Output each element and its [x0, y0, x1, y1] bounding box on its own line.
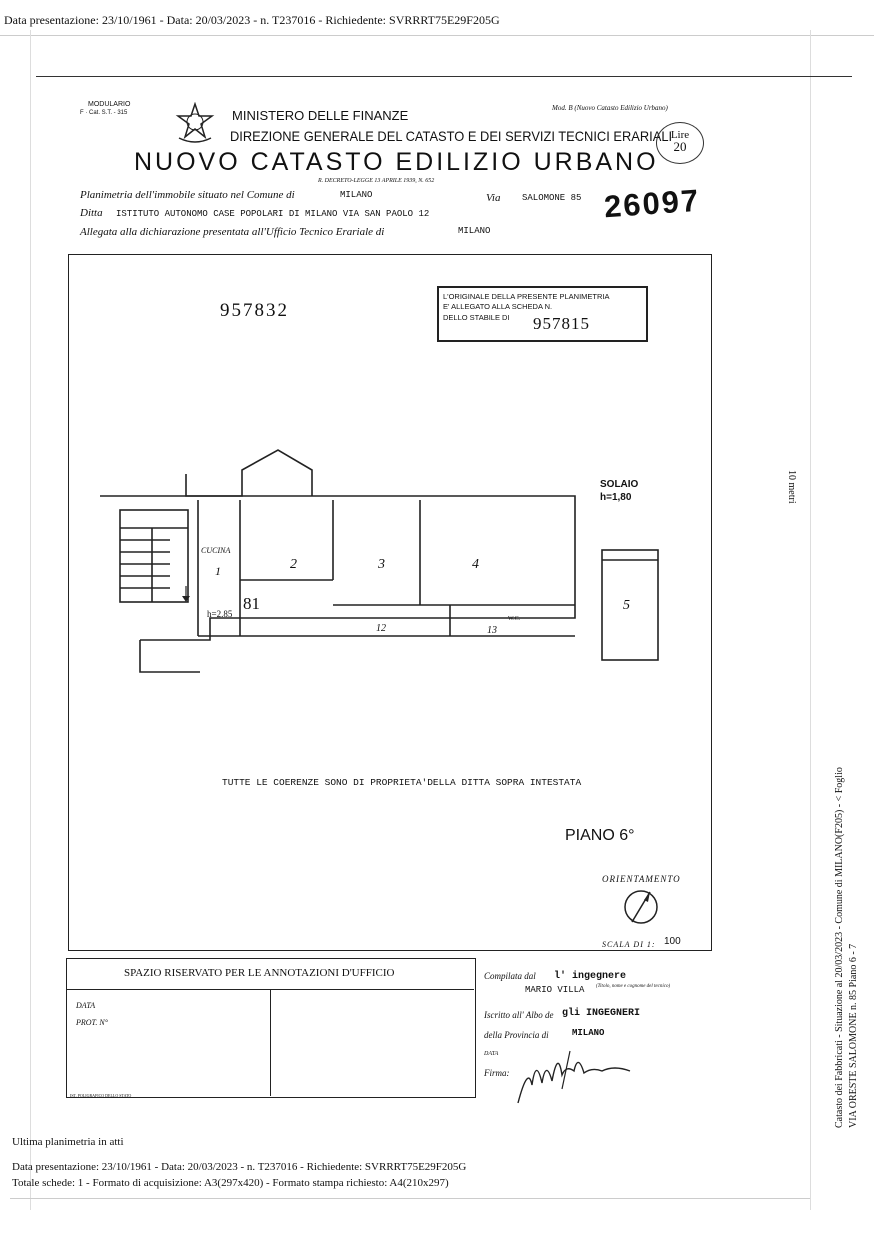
tecnico-name: MARIO VILLA: [525, 985, 585, 995]
signature-icon: [514, 1045, 634, 1105]
direzione-label: DIREZIONE GENERALE DEL CATASTO E DEI SERVIZI TECNICI ERARIALI: [230, 128, 673, 144]
office-prot-label: PROT. N°: [76, 1018, 108, 1027]
stamp-line-1: L'ORIGINALE DELLA PRESENTE PLANIMETRIA: [443, 292, 610, 301]
height-label: h=2.85: [207, 609, 233, 619]
lire-stamp: [656, 122, 704, 164]
footer-ultima: Ultima planimetria in atti: [12, 1136, 124, 1148]
office-box: [66, 958, 476, 1098]
solaio-label: SOLAIO: [600, 479, 639, 490]
provincia-value: MILANO: [572, 1028, 605, 1038]
comune-value: MILANO: [340, 190, 373, 200]
ministry-label: MINISTERO DELLE FINANZE: [232, 108, 409, 123]
room-13-label: 13: [487, 625, 497, 636]
ditta-value: ISTITUTO AUTONOMO CASE POPOLARI DI MILANO VIA SAN PAOLO 12: [116, 209, 430, 219]
room-wc-label: W.C.: [508, 616, 521, 622]
ufficio-value: MILANO: [458, 226, 491, 236]
stamp-line-2: E' ALLEGATO ALLA SCHEDA N.: [443, 302, 553, 311]
stamp-number: 957815: [533, 314, 590, 333]
frame-right: [810, 30, 811, 1210]
scala-label: SCALA DI 1:: [602, 940, 656, 949]
footer-rule: [10, 1198, 810, 1199]
office-heading: SPAZIO RISERVATO PER LE ANNOTAZIONI D'UFFICIO: [124, 967, 395, 979]
stamp-line-3: DELLO STABILE DI: [443, 313, 510, 322]
coerenze-text: TUTTE LE COERENZE SONO DI PROPRIETA'DELLA DITTA SOPRA INTESTATA: [222, 777, 582, 788]
provincia-label: della Provincia di: [484, 1030, 549, 1040]
scheda-number: 26097: [602, 182, 702, 225]
form-title: NUOVO CATASTO EDILIZIO URBANO: [134, 148, 659, 176]
planimetria-label: Planimetria dell'immobile situato nel Comune di: [80, 189, 295, 201]
side-vertical-info: Catasto dei Fabbricati - Situazione al 20/03/2023 - Comune di MILANO(F205) - < Foglio: [834, 767, 845, 1128]
modulario-label: MODULARIO: [88, 101, 131, 108]
compilata-value: l' ingegnere: [554, 971, 627, 982]
header-rule: [0, 35, 874, 36]
office-data-label: DATA: [76, 1001, 96, 1010]
printer-note: IST. POLIGRAFICO DELLO STATO: [70, 1093, 132, 1098]
lire-label: Lire: [670, 129, 690, 141]
north-arrow-icon: [622, 888, 660, 926]
firma-label: Firma:: [484, 1068, 510, 1078]
compilata-note: (Titolo, nome e cognome del tecnico): [596, 984, 671, 989]
iscritto-label: Iscritto all' Albo de: [484, 1010, 554, 1020]
footer-line-1: Data presentazione: 23/10/1961 - Data: 20/03/2023 - n. T237016 - Richiedente: SVRRRT75E29F205G: [12, 1161, 467, 1173]
plan-number-left: 957832: [220, 300, 289, 321]
state-emblem-icon: [175, 102, 215, 144]
allegata-label: Allegata alla dichiarazione presentata all'Ufficio Tecnico Erariale di: [80, 226, 385, 238]
via-value: SALOMONE 85: [522, 193, 582, 203]
room-81-label: 81: [243, 594, 260, 613]
compilata-label: Compilata dal: [484, 971, 536, 981]
lire-value: 20: [673, 139, 687, 154]
side-vertical-info-2: VIA ORESTE SALOMONE n. 85 Piano 6 - 7: [848, 943, 859, 1128]
room-5-label: 5: [623, 598, 630, 613]
piano-label: PIANO 6°: [565, 827, 635, 844]
header-top-text: Data presentazione: 23/10/1961 - Data: 20/03/2023 - n. T237016 - Richiedente: SVRRRT75E29F205G: [4, 13, 500, 27]
form-top-rule: [36, 76, 852, 77]
scala-value: 100: [664, 936, 681, 947]
via-label: Via: [486, 192, 501, 204]
footer-line-2: Totale schede: 1 - Formato di acquisizione: A3(297x420) - Formato stampa richiesto: A4(210x297): [12, 1177, 449, 1189]
room-1-label: 1: [215, 564, 221, 578]
albo-value: gli INGEGNERI: [562, 1008, 641, 1019]
modulario-code: F · Cat. S.T. - 315: [80, 110, 128, 116]
stamp-box: [437, 286, 648, 342]
room-cucina-label: CUCINA: [201, 546, 231, 555]
ditta-label: Ditta: [80, 207, 103, 219]
office-divider: [270, 989, 271, 1096]
room-12-label: 12: [376, 623, 386, 634]
solaio-height: h=1,80: [600, 492, 632, 503]
room-3-label: 3: [378, 557, 385, 572]
floor-plan-drawing: [100, 440, 680, 690]
mod-ref-label: Mod. B (Nuovo Catasto Edilizio Urbano): [552, 104, 668, 112]
room-4-label: 4: [472, 557, 479, 572]
scale-note: 10 metri: [786, 470, 797, 504]
orientamento-label: ORIENTAMENTO: [602, 874, 681, 884]
data-label-right: DATA: [484, 1051, 499, 1057]
room-2-label: 2: [290, 557, 297, 572]
frame-left: [30, 30, 31, 1210]
decreto-label: R. DECRETO-LEGGE 13 APRILE 1939, N. 652: [318, 178, 435, 184]
